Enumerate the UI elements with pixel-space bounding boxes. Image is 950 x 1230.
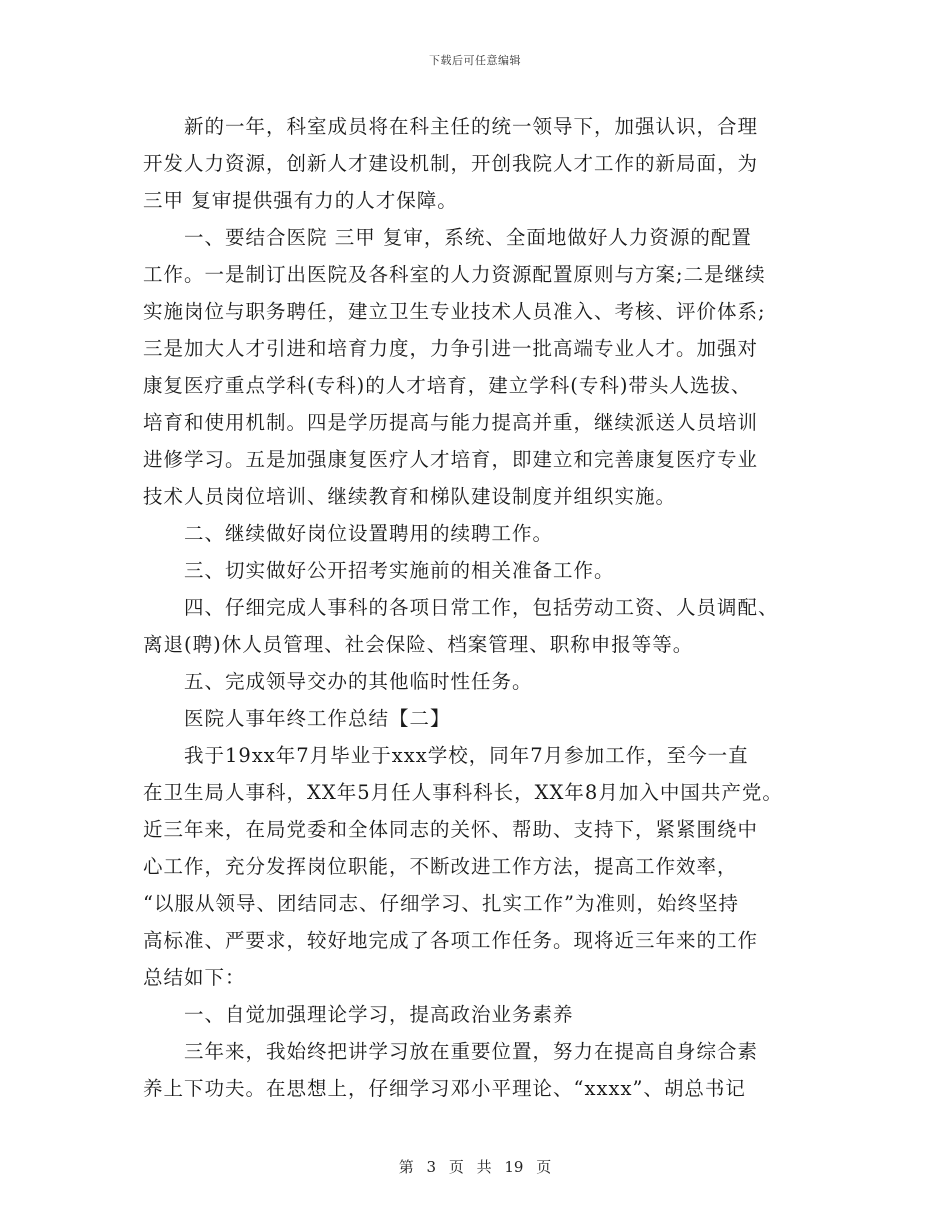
text-line: 三、切实做好公开招考实施前的相关准备工作。 <box>143 559 615 582</box>
document-body <box>143 108 805 1107</box>
text-line: 二、继续做好岗位设置聘用的续聘工作。 <box>143 522 554 545</box>
text-line: 技术人员岗位培训、继续教育和梯队建设制度并组织实施。 <box>143 485 677 508</box>
text-line: 我于19xx年7月毕业于xxx学校，同年7月参加工作，至今一直 <box>143 744 749 767</box>
text-line: 三甲 复审提供强有力的人才保障。 <box>143 189 458 212</box>
text-line: “以服从领导、团结同志、仔细学习、扎实工作”为准则，始终坚持 <box>143 892 739 915</box>
page-number-footer: 第 3 页 共 19 页 <box>398 1158 552 1176</box>
text-line: 康复医疗重点学科(专科)的人才培育，建立学科(专科)带头人选拔、 <box>143 374 752 397</box>
text-line: 五、完成领导交办的其他临时性任务。 <box>143 670 533 693</box>
text-line: 新的一年，科室成员将在科主任的统一领导下，加强认识，合理 <box>143 115 759 138</box>
text-line: 四、仔细完成人事科的各项日常工作，包括劳动工资、人员调配、 <box>143 596 779 619</box>
text-line: 高标准、严要求，较好地完成了各项工作任务。现将近三年来的工作 <box>143 929 759 952</box>
text-line: 在卫生局人事科，XX年5月任人事科科长，XX年8月加入中国共产党。 <box>143 781 783 804</box>
text-line: 一、自觉加强理论学习，提高政治业务素养 <box>143 1003 574 1026</box>
text-line: 工作。一是制订出医院及各科室的人力资源配置原则与方案;二是继续 <box>143 263 766 286</box>
text-line: 培育和使用机制。四是学历提高与能力提高并重，继续派送人员培训 <box>143 411 759 434</box>
text-line: 开发人力资源，创新人才建设机制，开创我院人才工作的新局面，为 <box>143 152 759 175</box>
text-line: 养上下功夫。在思想上，仔细学习邓小平理论、“xxxx”、胡总书记 <box>143 1077 746 1100</box>
text-line: 心工作，充分发挥岗位职能，不断改进工作方法，提高工作效率， <box>143 855 738 878</box>
text-line: 一、要结合医院 三甲 复审，系统、全面地做好人力资源的配置 <box>143 226 752 249</box>
page-header-note: 下载后可任意编辑 <box>429 54 521 67</box>
text-line: 实施岗位与职务聘任，建立卫生专业技术人员准入、考核、评价体系; <box>143 300 766 323</box>
text-line: 总结如下： <box>143 966 246 989</box>
section-heading: 医院人事年终工作总结【二】 <box>143 707 451 730</box>
text-line: 进修学习。五是加强康复医疗人才培育，即建立和完善康复医疗专业 <box>143 448 759 471</box>
text-line: 近三年来，在局党委和全体同志的关怀、帮助、支持下，紧紧围绕中 <box>143 818 759 841</box>
text-line: 三是加大人才引进和培育力度，力争引进一批高端专业人才。加强对 <box>143 337 759 360</box>
text-line: 离退(聘)休人员管理、社会保险、档案管理、职称申报等等。 <box>143 633 694 656</box>
text-line: 三年来，我始终把讲学习放在重要位置，努力在提高自身综合素 <box>143 1040 759 1063</box>
